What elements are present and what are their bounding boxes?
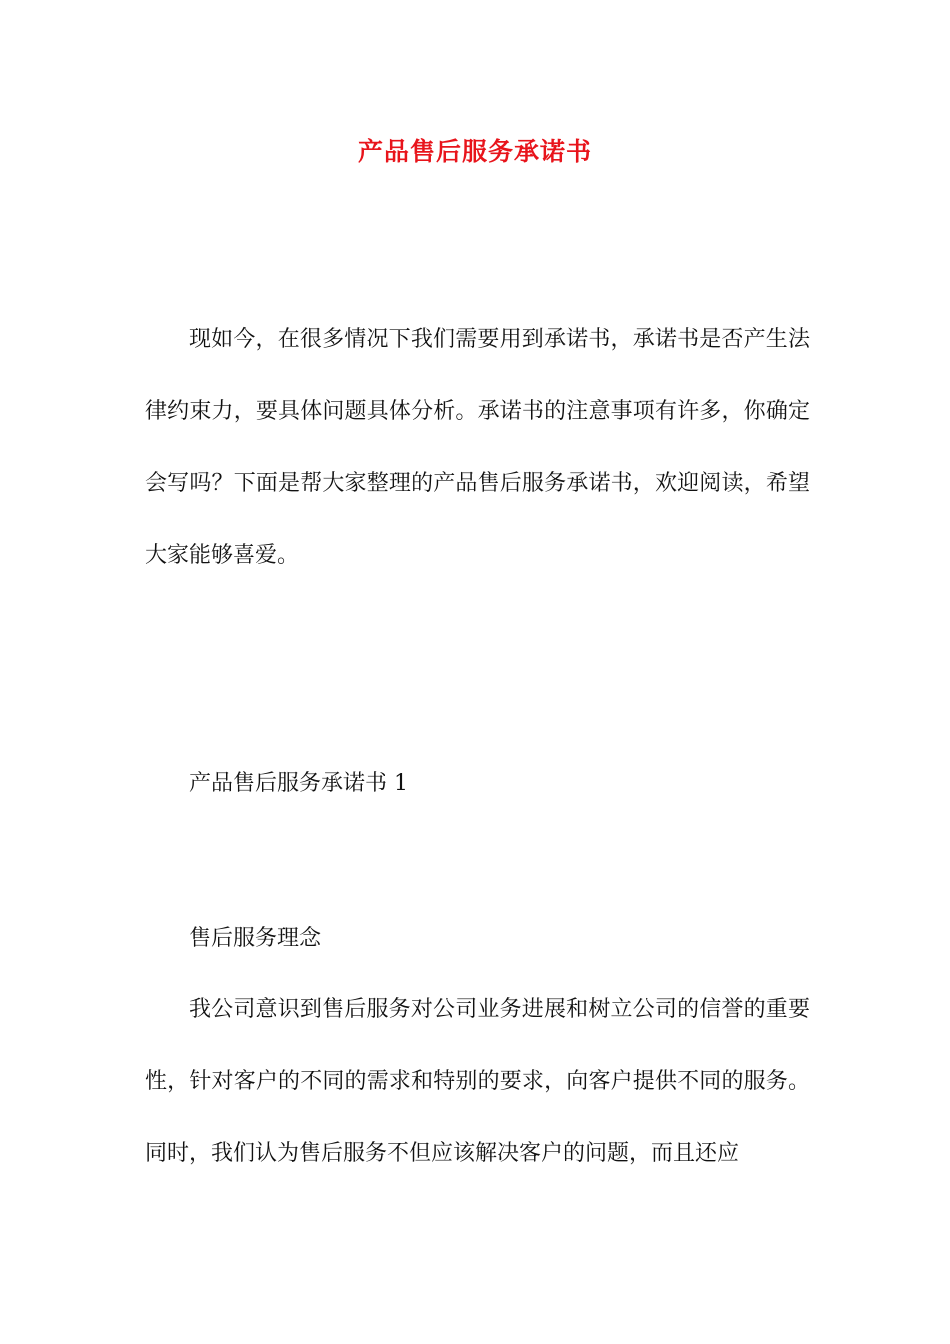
subheading: 售后服务理念 bbox=[189, 926, 322, 951]
body-paragraph: 我公司意识到售后服务对公司业务进展和树立公司的信誉的重要性，针对客户的不同的需求和特别的要求，向客户提供不同的服务。同时，我们认为售后服务不但应该解决客户的问题，而且还应 bbox=[145, 997, 810, 1166]
section-heading: 产品售后服务承诺书 1 bbox=[189, 771, 408, 796]
document-title: 产品售后服务承诺书 bbox=[357, 137, 592, 166]
intro-paragraph: 现如今，在很多情况下我们需要用到承诺书，承诺书是否产生法律约束力，要具体问题具体分析。承诺书的注意事项有许多，你确定会写吗？下面是帮大家整理的产品售后服务承诺书，欢迎阅读，希望大家能够喜爱。 bbox=[145, 327, 810, 568]
